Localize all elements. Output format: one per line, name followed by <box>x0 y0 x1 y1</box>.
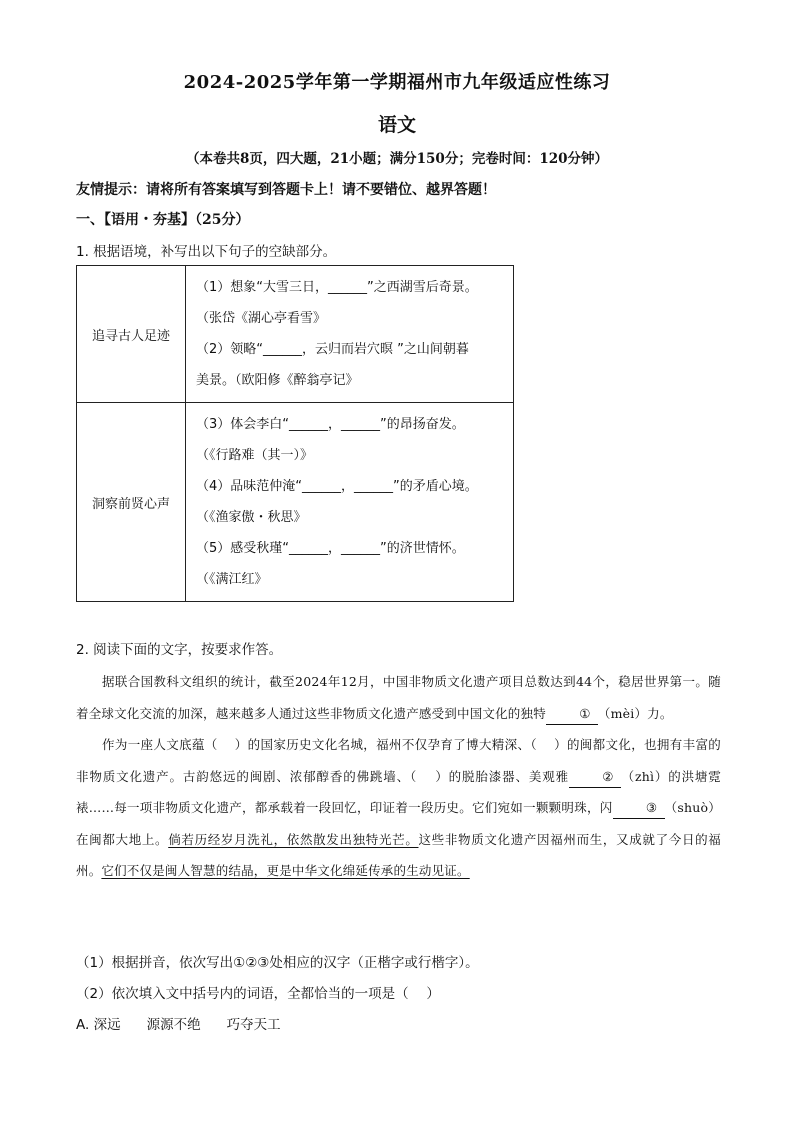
reading-passage <box>76 666 721 887</box>
table-line: （2）领略“______，云归而岩穴暝 ”之山间朝暮 <box>196 342 469 357</box>
underlined-sentence-2: 它们不仅是闽人智慧的结晶，更是中华文化绵延传承的生动见证。 <box>101 863 470 878</box>
answer-blank-1[interactable]: ① <box>546 704 598 725</box>
option-a-word-3: 巧夺天工 <box>226 1017 281 1033</box>
table-line: （《行路难（其一）》 <box>196 448 314 463</box>
passage-text: （zhì）的洪塘霓裱……每一项非物质文化遗产，都承载着一段回忆，印证着一段历史。它们宛如一颗颗明珠，闪 <box>76 768 721 815</box>
table-line: （张岱《湖心亭看雪》 <box>196 311 327 326</box>
sub-question-1: （1）根据拼音，依次写出①②③处相应的汉字（正楷字或行楷字）。 <box>76 955 479 971</box>
exam-title: 2024-2025学年第一学期福州市九年级适应性练习 <box>183 72 611 93</box>
table-line: （《满江红》 <box>196 572 268 587</box>
table-line: 美景。（欧阳修《醉翁亭记》 <box>196 373 359 388</box>
question-1-prompt: 1. 根据语境，补写出以下句子的空缺部分。 <box>76 244 337 260</box>
option-a[interactable] <box>76 1013 307 1033</box>
passage-paragraph-1 <box>76 666 721 729</box>
table-line: （《渔家傲・秋思》 <box>196 510 307 525</box>
table-row <box>77 266 514 403</box>
row-category: 洞察前贤心声 <box>77 403 186 602</box>
passage-text: （mèi）力。 <box>597 705 673 721</box>
section-heading: 一、【语用・夯基】（25分） <box>76 212 250 228</box>
table-line: （3）体会李白“______，______”的昂扬奋发。 <box>196 417 465 432</box>
table-line: （5）感受秋瑾“______，______”的济世情怀。 <box>196 541 465 556</box>
row-content <box>186 266 514 403</box>
passage-text: 作为一座人文底蕴（ ）的国家历史文化名城，福州不仅孕育了博大精深、（ ）的闽都文化，也拥有丰富的非物质文化遗产。古韵悠远的闽剧、浓郁醇香的佛跳墙、（ ）的脱胎漆器、美观雅 <box>76 737 721 784</box>
table-row <box>77 403 514 602</box>
passage-text: 这些非物质文化遗产因福州而生，又成就了今日的福州。 <box>76 831 721 878</box>
option-a-word-1: A. 深远 <box>76 1017 121 1033</box>
passage-text: 据联合国教科文组织的统计，截至2024年12月，中国非物质文化遗产项目总数达到44个，稳居世界第一。随着全球文化交流的加深，越来越多人通过这些非物质文化遗产感受到中国文化的独特 <box>76 674 721 721</box>
underlined-sentence-1: 倘若历经岁月洗礼，依然散发出独特光芒。 <box>168 831 419 847</box>
question-2-prompt: 2. 阅读下面的文字，按要求作答。 <box>76 642 283 658</box>
sub-question-2: （2）依次填入文中括号内的词语，全都恰当的一项是（ ） <box>76 986 440 1002</box>
passage-paragraph-2 <box>76 729 721 887</box>
table-line: （1）想象“大雪三日，______”之西湖雪后奇景。 <box>196 280 478 295</box>
row-content <box>186 403 514 602</box>
option-a-word-2: 源源不绝 <box>146 1017 201 1033</box>
exam-meta: （本卷共8页，四大题，21小题；满分150分；完卷时间：120分钟） <box>185 151 609 167</box>
row-category: 追寻古人足迹 <box>77 266 186 403</box>
answer-blank-2[interactable]: ② <box>569 767 621 788</box>
subject-title: 语文 <box>377 114 416 136</box>
table-line: （4）品味范仲淹“______，______”的矛盾心境。 <box>196 479 478 494</box>
passage-text: （shuò）在闽都大地上。 <box>76 800 722 847</box>
answer-blank-3[interactable]: ③ <box>613 798 665 819</box>
friendly-tip: 友情提示：请将所有答案填写到答题卡上！请不要错位、越界答题！ <box>76 182 496 198</box>
recitation-table <box>76 265 514 602</box>
